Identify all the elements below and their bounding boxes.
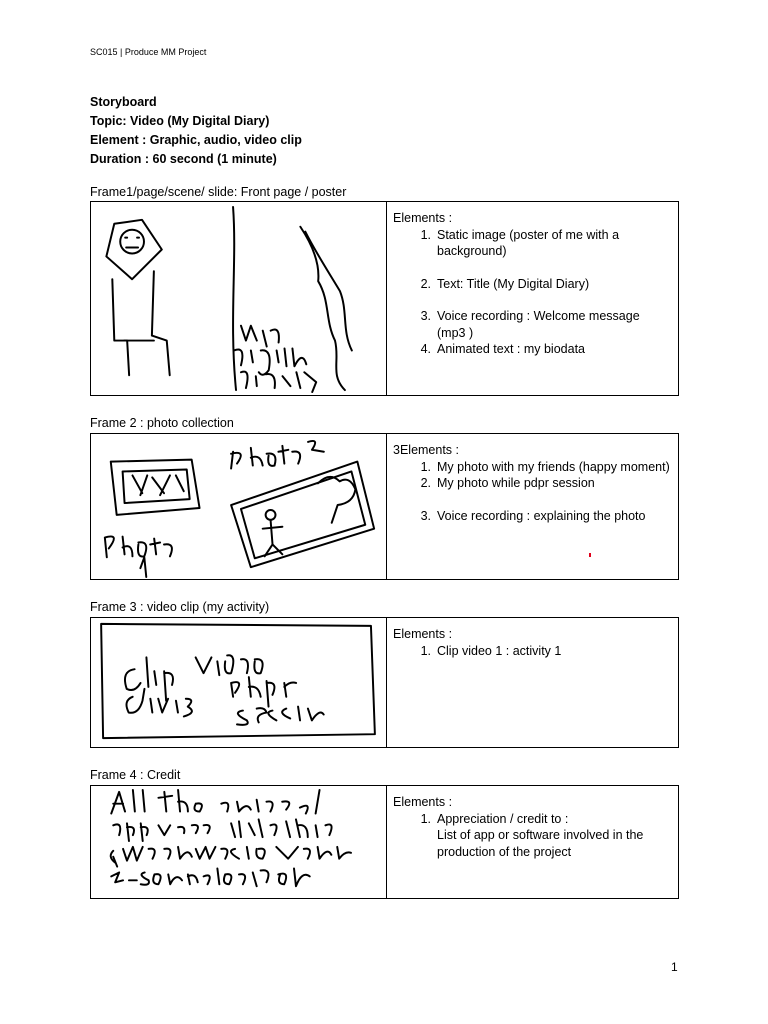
frame-1-drawing [91,202,386,395]
frame-4-table [90,785,679,899]
frame-2-table [90,433,679,580]
list-item: 3. Voice recording : Welcome message (mp3 ) [420,309,640,340]
frame-4-label: Frame 4 : Credit [90,768,181,782]
page-number: 1 [671,960,678,974]
storyboard-title: Storyboard [90,95,157,109]
red-mark [589,553,591,557]
frame-3-elements-heading: Elements : [393,627,453,641]
frame-4-sketch [91,786,387,898]
topic-line: Topic: Video (My Digital Diary) [90,114,270,128]
frame-1-sketch [91,202,387,395]
frame-1-elements [387,202,678,395]
list-item-subtext: List of app or software involved in the production of the project [437,828,644,859]
frame-2-sketch [91,434,387,579]
frame-3-table [90,617,679,748]
frame-4-elements [387,786,678,898]
frame-4-drawing [91,786,386,898]
page-header: SC015 | Produce MM Project [90,47,207,57]
duration-line: Duration : 60 second (1 minute) [90,152,277,166]
frame-4-elements-heading: Elements : [393,795,453,809]
list-item: 3. Voice recording : explaining the photo [420,508,646,523]
frame-2-label: Frame 2 : photo collection [90,416,234,430]
list-item: 1. My photo with my friends (happy moment) [420,459,670,474]
list-item: 1. Clip video 1 : activity 1 [420,643,562,658]
frame-3-label: Frame 3 : video clip (my activity) [90,600,270,614]
frame-3-sketch [91,618,387,747]
frame-1-elements-heading: Elements : [393,211,453,225]
element-line: Element : Graphic, audio, video clip [90,133,302,147]
list-item: 2. My photo while pdpr session [420,476,595,490]
list-item: 4. Animated text : my biodata [420,342,585,356]
document-heading [90,93,302,169]
frame-1-label: Frame1/page/scene/ slide: Front page / poster [90,185,347,199]
frame-2-elements-heading: 3Elements : [393,443,460,457]
frame-2-drawing [91,434,386,579]
frame-2-elements [387,434,678,579]
frame-3-elements [387,618,678,747]
frame-1-table [90,201,679,396]
list-item: 2. Text: Title (My Digital Diary) [420,276,590,291]
list-item: 1. Static image (poster of me with a background) [420,227,620,258]
frame-3-drawing [91,618,386,747]
list-item: 1. Appreciation / credit to : [420,811,569,826]
